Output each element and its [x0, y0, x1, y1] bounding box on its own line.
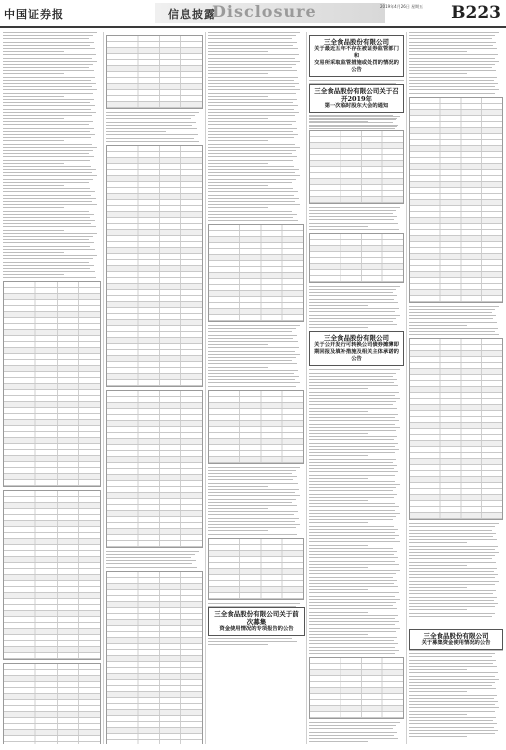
column-rule: [103, 32, 104, 744]
data-table: [409, 97, 503, 303]
data-table: [309, 130, 404, 204]
text-lines: [208, 467, 304, 535]
data-table: [106, 145, 203, 387]
data-table: [309, 657, 404, 719]
headline-title: 第一次临时股东大会的通知: [324, 103, 389, 109]
text-lines: [208, 32, 304, 221]
headline-title: 交易所采取监管措施或处罚的情况的公告: [314, 60, 399, 73]
headline-box: [409, 629, 503, 650]
article-body: [409, 650, 503, 744]
dateline: 2019年4月26日 星期五: [380, 4, 424, 9]
article-column-4: [309, 32, 404, 744]
data-table: [208, 224, 304, 322]
article-column-1: [3, 32, 101, 744]
text-lines: [409, 32, 503, 94]
data-table: [208, 390, 304, 464]
section-title-en: Disclosure: [212, 2, 317, 21]
text-lines: [309, 286, 404, 328]
data-table: [208, 538, 304, 600]
headline-title: 关于最近五年不存在被证券监管部门和: [314, 46, 399, 59]
article-body: [309, 116, 404, 328]
column-rule: [406, 32, 407, 744]
article-column-3: [208, 32, 304, 744]
page-header: [0, 0, 506, 28]
column-rule: [205, 32, 206, 744]
text-lines: [309, 80, 404, 81]
text-lines: [309, 722, 404, 744]
headline-box: [309, 331, 404, 366]
text-lines: [309, 369, 404, 654]
text-lines: [3, 32, 101, 253]
headline-box: [309, 84, 404, 113]
headline-company: 三全食品股份有限公司: [423, 632, 489, 640]
text-lines: [309, 207, 404, 230]
headline-company: 三全食品股份有限公司关于召开2019年: [314, 87, 399, 103]
text-lines: [208, 325, 304, 387]
headline-title: 期回报及填补措施及相关主体承诺的公告: [314, 349, 399, 363]
text-lines: [309, 116, 404, 127]
text-lines: [409, 306, 503, 336]
article-body: [409, 32, 503, 617]
text-lines: [409, 650, 503, 651]
headline-box: [309, 35, 404, 77]
headline-box: [208, 607, 305, 636]
column-rule: [306, 32, 307, 744]
headline-company: 三全食品股份有限公司: [324, 38, 389, 46]
section-title-cn: 信息披露: [168, 8, 216, 21]
article-column-2: [106, 32, 203, 744]
text-lines: [106, 551, 203, 568]
masthead-logo: 中国证券报: [4, 8, 64, 21]
data-table: [309, 233, 404, 283]
data-table: [3, 663, 101, 744]
headline-company: 三全食品股份有限公司关于前次募集: [214, 610, 299, 626]
data-table: [106, 35, 203, 109]
data-table: [3, 490, 101, 660]
text-lines: [409, 523, 503, 616]
data-table: [409, 338, 503, 520]
headline-title: 关于公开发行可转换公司债券摊薄即: [314, 342, 399, 349]
data-table: [106, 571, 203, 744]
article-body: [309, 80, 404, 81]
page-number: B223: [451, 3, 501, 23]
article-body: [309, 369, 404, 744]
text-lines: [106, 112, 203, 142]
data-table: [3, 281, 101, 487]
headline-company: 三全食品股份有限公司: [324, 334, 389, 343]
data-table: [106, 390, 203, 548]
headline-title: 资金使用情况的专项报告的公告: [219, 626, 294, 632]
text-lines: [3, 255, 101, 278]
headline-title: 关于募集资金使用情况的公告: [421, 640, 491, 646]
